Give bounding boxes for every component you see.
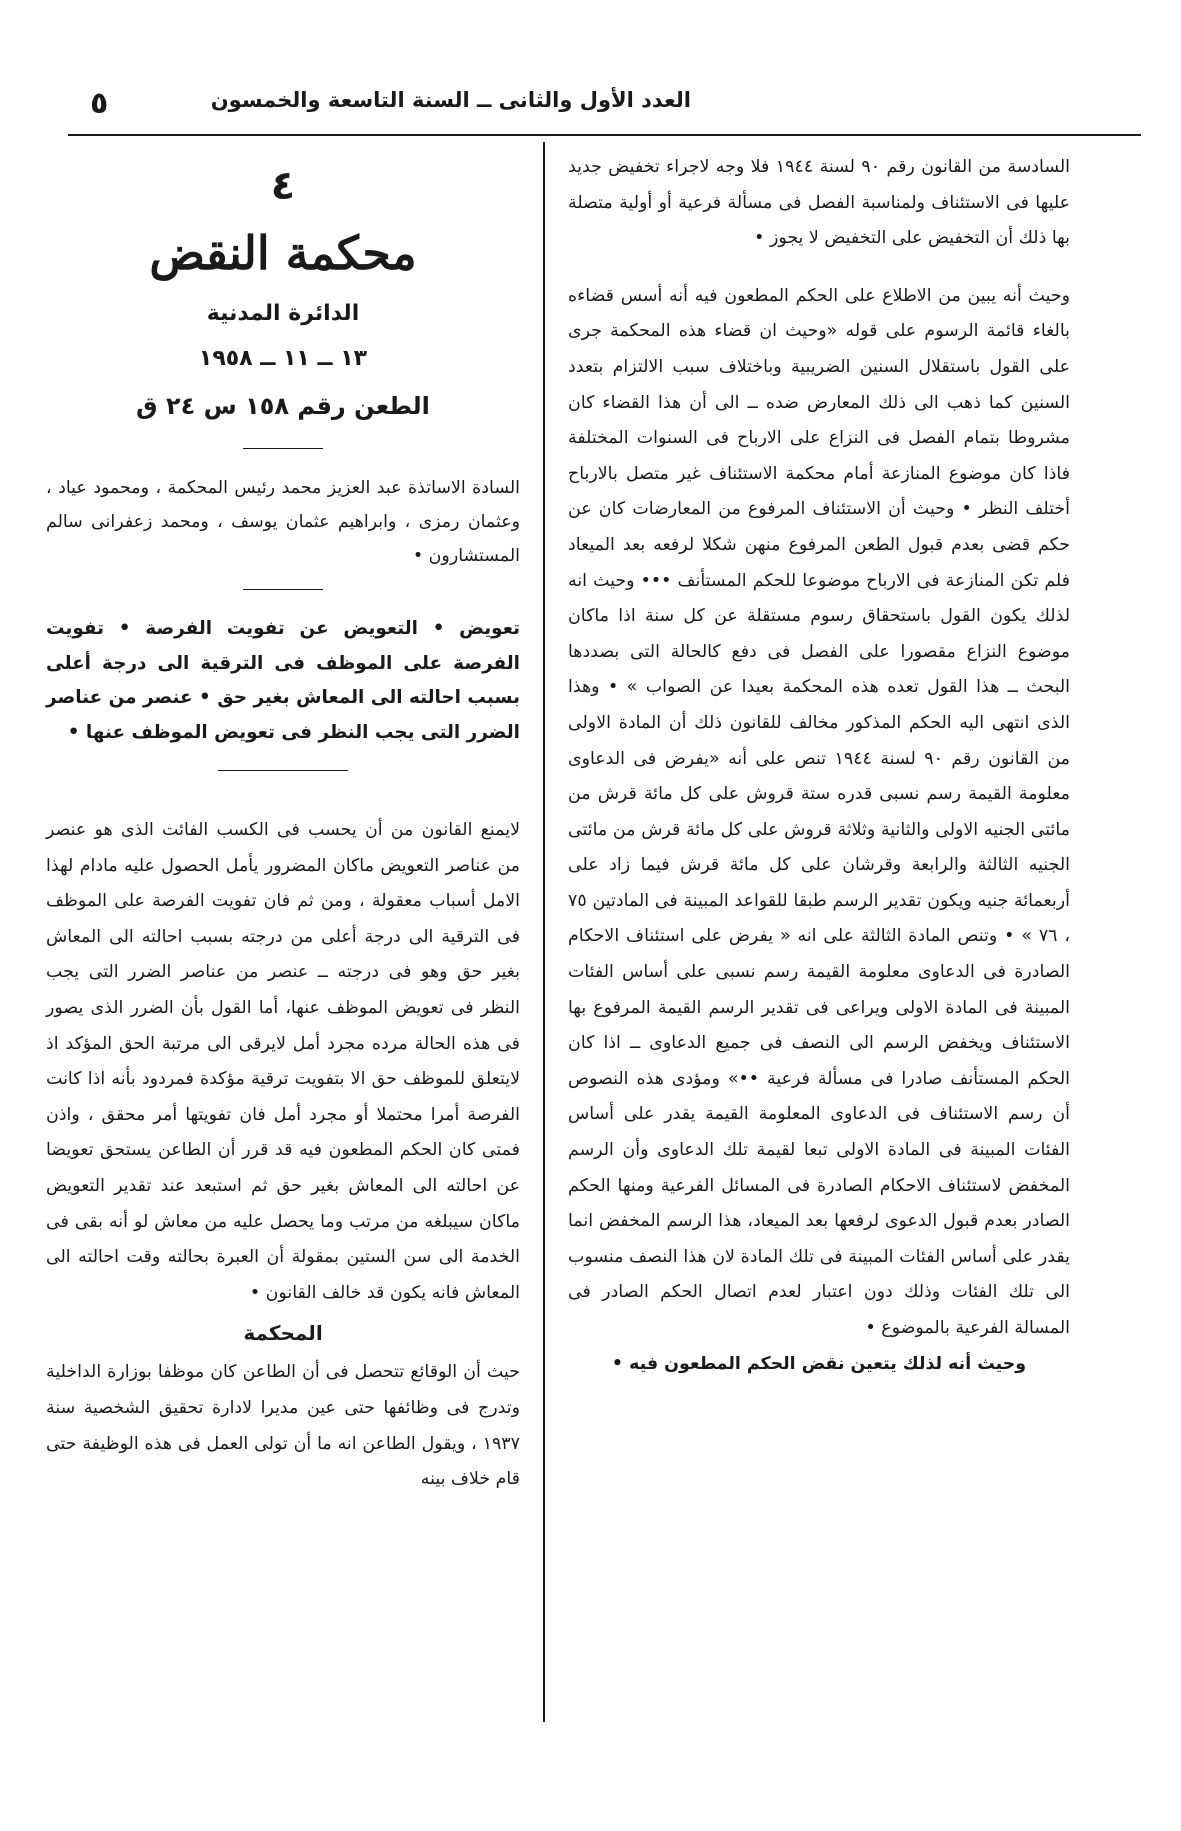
court-name: محكمة النقض [149,226,417,280]
session-date: ١٣ ــ ١١ ــ ١٩٥٨ [198,346,368,371]
header-rule [68,134,1141,136]
chamber: الدائرة المدنية [206,301,360,326]
court-text: حيث أن الوقائع تتحصل فى أن الطاعن كان موظفا بوزارة الداخلية وتدرج فى وظائفها حتى عين مديرا لادارة تحقيق الشخصية سنة ١٩٣٧ ، ويقول الطاعن انه ما أن تولى العمل فى هذه الوظيفة حتى قام خلاف بينه [46,1362,520,1490]
running-header [70,88,1111,128]
judges-panel: السادة الاساتذة عبد العزيز محمد رئيس المحكمة ، ومحمود عياد ، وعثمان رمزى ، وابراهيم عثمان يوسف ، ومحمد زعفرانى سالم المستشارون • [46,478,520,566]
appeal-number: الطعن رقم ١٥٨ س ٢٤ ق [136,392,430,420]
paragraph-2: وحيث أنه يبين من الاطلاع على الحكم المطعون فيه أنه أسس قضاءه بالغاء قائمة الرسوم على قوله «وحيث ان قضاء هذه المحكمة جرى على القول باستقلال السنين الضريبية وباختلاف سبب الالتزام بتعدد السنين كما ذهب الى ذلك المعارض ضده ــ الى أن هذا القضاء كان مشروطا بتمام الفصل فى النزاع على الارباح فى السنوات المختلفة فاذا كان موضوع المنازعة أمام محكمة الاستئناف غير متصل بالارباح أختلف النظر • وحيث أن الاستئناف المرفوع من المعارضات كان عن حكم قضى بعدم قبول الطعن المرفوع منهن شكلا لرفعه بعد الميعاد فلم تكن المنازعة فى الارباح موضوعا للحكم المستأنف ••• وحيث انه لذلك يكون القول باستحقاق رسوم مستقلة عن كل سنة اذا ماكان موضوع النزاع مقصورا على الفصل فى دفع كالحالة التى بصددها البحث ــ هذا القول تعده هذه المحكمة بعيدا عن الصواب » • وهذا الذى انتهى اليه الحكم المذكور مخالف للقانون ذلك أن المادة الاولى من القانون رقم ٩٠ لسنة ١٩٤٤ تنص على أنه «يفرض فى الدعاوى معلومة القيمة رسم نسبى قدره ستة قروش على كل مائة قرش من مائتى الجنيه الاولى والثانية وثلاثة قروش على كل مائة قرش من مائتى الجنيه الثالثة والرابعة وقرشان على كل مائة قرش فيما زاد على أربعمائة جنيه ويكون تقدير الرسم طبقا للقواعد المبينة فى المادتين ٧٥ ، ٧٦ » • وتنص المادة الثالثة على انه « يفرض على استئناف الاحكام الصادرة فى الدعاوى معلومة القيمة رسم نسبى على أساس الفئات المبينة فى المادة الاولى ويراعى فى تقدير الرسم القيمة المرفوع بها الاستئناف ويخفض الرسم الى النصف فى جميع الدعاوى ــ اذا كان الحكم المستأنف صادرا فى مسألة فرعية ••» ومؤدى هذه النصوص أن رسم الاستئناف فى الدعاوى المعلومة القيمة يقدر على أساس الفئات المبينة فى المادة الاولى تبعا لقيمة تلك الدعاوى وأن الرسم المخفض لاستئناف الاحكام الصادرة فى المسائل الفرعية ومنها الحكم الصادر بعدم قبول الدعوى لرفعها بعد الميعاد، هذا الرسم المخفض انما يقدر على أساس الفئات المبينة فى تلك المادة لان هذا النصف منسوب الى تلك الفئات وذلك دون اعتبار لعدم اتصال الحكم الصادر فى المسالة الفرعية بالموضوع • [568,285,1071,1338]
headnote-summary: تعويض • التعويض عن تفويت الفرصة • تفويت الفرصة على الموظف فى الترقية الى درجة أعلى بسبب احالته الى المعاش بغير حق • عنصر من عناصر الضرر التى يجب النظر فى تعويض الموظف عنها • [46,618,520,743]
short-rule [243,589,323,590]
right-column [568,150,1070,1382]
page-number: ٥ [90,86,109,121]
case-number: ٤ [270,163,296,209]
legal-principle: لايمنع القانون من أن يحسب فى الكسب الفائت الذى هو عنصر من عناصر التعويض ماكان المضرور يأمل الحصول عليه مادام لهذا الامل أسباب معقولة ، ومن ثم فان تفويت الفرصة على الموظف فى الترقية الى درجة أعلى من درجته بسبب احالته الى المعاش بغير حق وهو فى درجته ــ عنصر من عناصر الضرر التى يجب النظر فى تعويض الموظف عنها، أما القول بأن الضرر الذى يصور فى هذه الحالة مرده مجرد أمل لايرقى الى مرتبة الحق المؤكد اذ لايتعلق للموظف حق الا بتفويت ترقية مؤكدة فمردود بأنه اذا كانت الفرصة أمرا محتملا أو مجرد أمل فان تفويتها أمر محقق ، واذن فمتى كان الحكم المطعون فيه قد قرر أن الطاعن يستحق تعويضا عن احالته الى المعاش بغير حق ثم استبعد عند تقدير التعويض ماكان سيبلغه من مرتب وما يحصل عليه من معاش لو أنه بقى فى الخدمة الى سن الستين بمقولة أن العبرة بحالته وقت احالته الى المعاش فانه يكون قد خالف القانون • [46,820,520,1303]
header-title: العدد الأول والثانى ــ السنة التاسعة والخمسون [210,88,691,112]
short-rule [218,770,348,771]
paragraph-gap [568,257,1070,279]
paragraph-1: السادسة من القانون رقم ٩٠ لسنة ١٩٤٤ فلا وجه لاجراء تخفيض جديد عليها فى الاستئناف ولمناسبة الفصل فى مسألة فرعية أو أولية متصلة بها ذلك أن التخفيض على التخفيض لا يجوز • [568,157,1070,249]
short-rule [243,448,323,449]
column-divider [543,142,545,1722]
left-column [46,156,520,1498]
closing-line: وحيث أنه لذلك يتعين نقض الحكم المطعون فيه • [611,1353,1027,1374]
section-title: المحكمة [243,1321,323,1346]
